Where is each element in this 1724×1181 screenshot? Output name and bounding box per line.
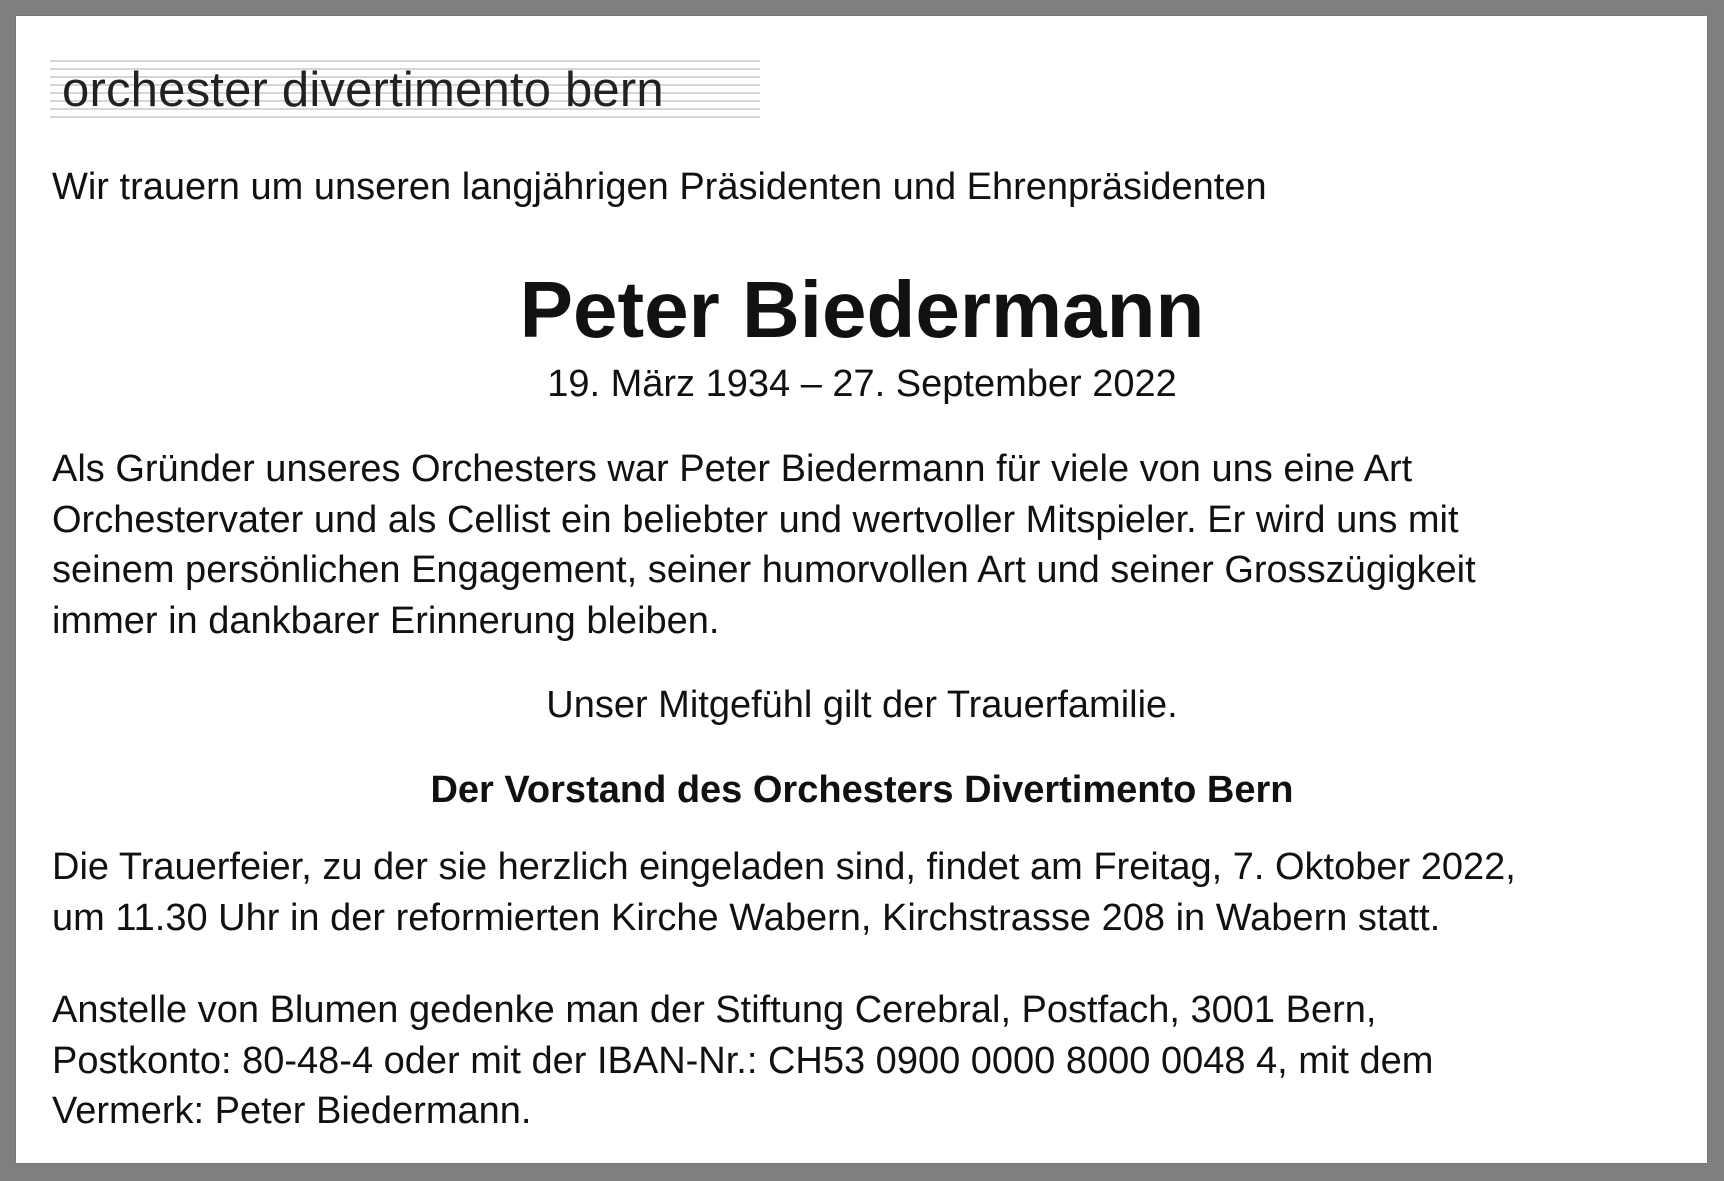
board-signature: Der Vorstand des Orchesters Divertimento Bern bbox=[430, 769, 1294, 811]
ceremony-line: Die Trauerfeier, zu der sie herzlich eingeladen sind, findet am Freitag, 7. Oktober 2022, bbox=[52, 846, 1516, 888]
intro-text: Wir trauern um unseren langjährigen Präsidenten und Ehrenpräsidenten bbox=[52, 166, 1267, 208]
orchestra-logo-text: orchester divertimento bern bbox=[62, 63, 664, 117]
donation-line: Postkonto: 80-48-4 oder mit der IBAN-Nr.: CH53 0900 0000 8000 0048 4, mit dem bbox=[52, 1039, 1434, 1082]
donation-line: Anstelle von Blumen gedenke man der Stiftung Cerebral, Postfach, 3001 Bern, bbox=[52, 989, 1377, 1031]
ceremony-line: um 11.30 Uhr in der reformierten Kirche Wabern, Kirchstrasse 208 in Wabern statt. bbox=[52, 896, 1441, 939]
deceased-name: Peter Biedermann bbox=[519, 265, 1205, 354]
orchestra-logo bbox=[50, 54, 760, 122]
tribute-paragraph bbox=[52, 444, 1692, 646]
tribute-line: Als Gründer unseres Orchesters war Peter Biedermann für viele von uns eine Art bbox=[52, 448, 1413, 490]
life-dates: 19. März 1934 – 27. September 2022 bbox=[547, 363, 1177, 405]
tribute-line: immer in dankbarer Erinnerung bleiben. bbox=[52, 599, 720, 642]
donation-paragraph bbox=[52, 985, 1692, 1137]
tribute-line: seinem persönlichen Engagement, seiner humorvollen Art und seiner Grosszügigkeit bbox=[52, 549, 1476, 591]
condolence-text: Unser Mitgefühl gilt der Trauerfamilie. bbox=[546, 684, 1178, 726]
tribute-line: Orchestervater und als Cellist ein beliebter und wertvoller Mitspieler. Er wird uns mit bbox=[52, 498, 1459, 541]
donation-line: Vermerk: Peter Biedermann. bbox=[52, 1090, 532, 1132]
ceremony-paragraph bbox=[52, 842, 1692, 943]
